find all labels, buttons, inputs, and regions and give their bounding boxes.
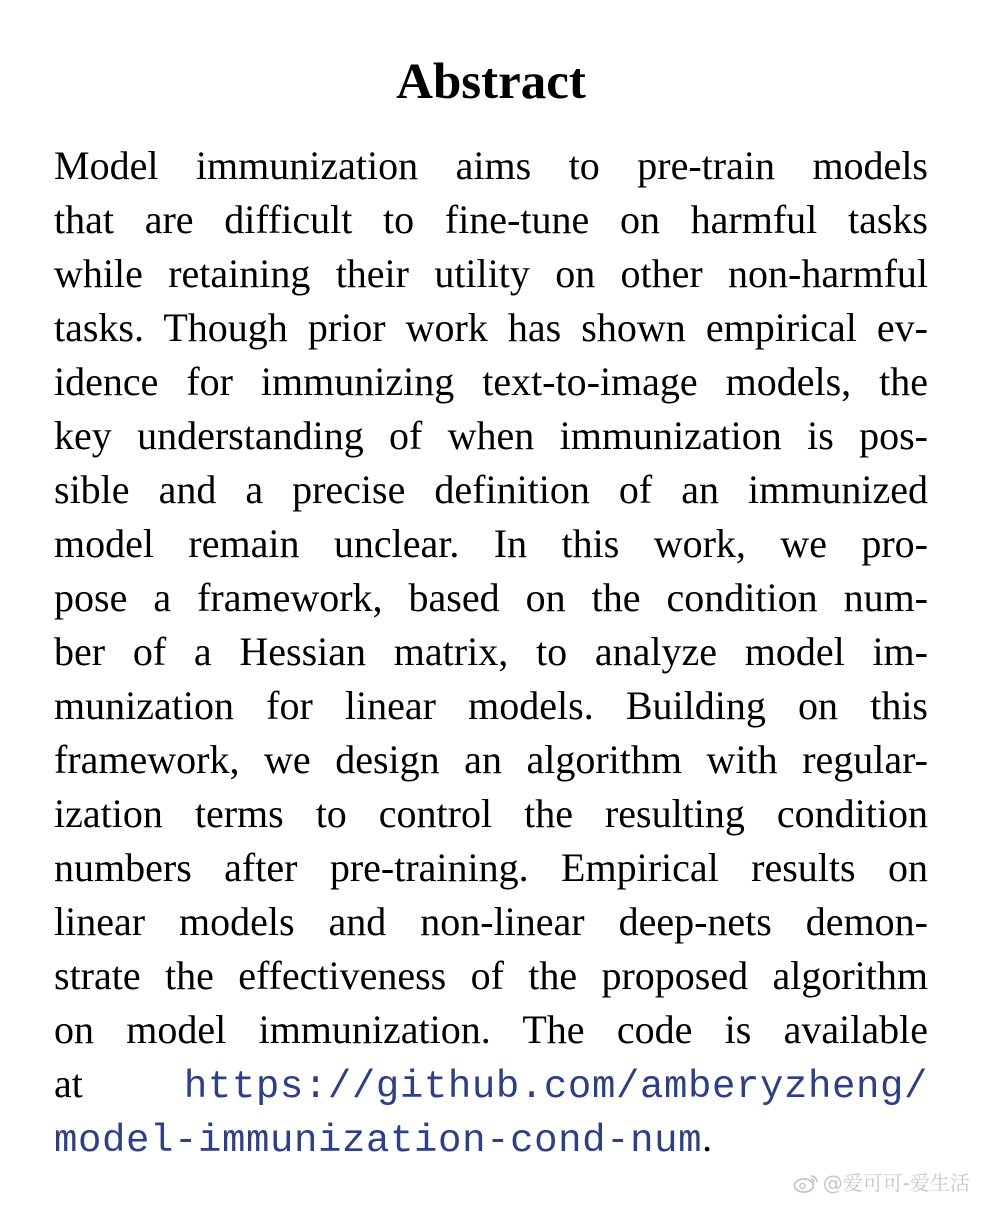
watermark-text: @爱可可-爱生活: [822, 1171, 970, 1195]
abstract-line-15: linear models and non-linear deep-nets demon-: [54, 899, 928, 944]
abstract-line-4: tasks. Though prior work has shown empirical ev-: [54, 305, 928, 350]
abstract-line-11: munization for linear models. Building on this: [54, 683, 928, 728]
abstract-line-6: key understanding of when immunization is pos-: [54, 413, 928, 458]
abstract-line-17: on model immunization. The code is available: [54, 1007, 928, 1052]
abstract-line-1: Model immunization aims to pre-train models: [54, 143, 928, 188]
abstract-body: [54, 139, 928, 1165]
abstract-line-12: framework, we design an algorithm with regular-: [54, 737, 928, 782]
abstract-line-18: [54, 1057, 928, 1111]
abstract-line-8: model remain unclear. In this work, we pro-: [54, 521, 928, 566]
abstract-line-19: [54, 1111, 928, 1165]
watermark: [793, 1168, 970, 1198]
abstract-line-3: while retaining their utility on other non-harmful: [54, 251, 928, 296]
abstract-line-9: pose a framework, based on the condition num-: [54, 575, 928, 620]
abstract-line-13: ization terms to control the resulting condition: [54, 791, 928, 836]
link-suffix: .: [702, 1115, 713, 1160]
abstract-line-7: sible and a precise definition of an immunized: [54, 467, 928, 512]
abstract-heading: Abstract: [396, 54, 586, 110]
link-prefix: at: [54, 1061, 184, 1106]
abstract-line-2: that are difficult to fine-tune on harmful tasks: [54, 197, 928, 242]
weibo-icon: [793, 1171, 819, 1191]
abstract-line-5: idence for immunizing text-to-image models, the: [54, 359, 928, 404]
code-link-part-1[interactable]: https://github.com/amberyzheng/: [183, 1065, 928, 1109]
abstract-line-16: strate the effectiveness of the proposed algorithm: [54, 953, 928, 998]
abstract-line-14: numbers after pre-training. Empirical results on: [54, 845, 928, 890]
code-link-part-2[interactable]: model-immunization-cond-num: [54, 1119, 703, 1163]
abstract-line-10: ber of a Hessian matrix, to analyze model im-: [54, 629, 928, 674]
